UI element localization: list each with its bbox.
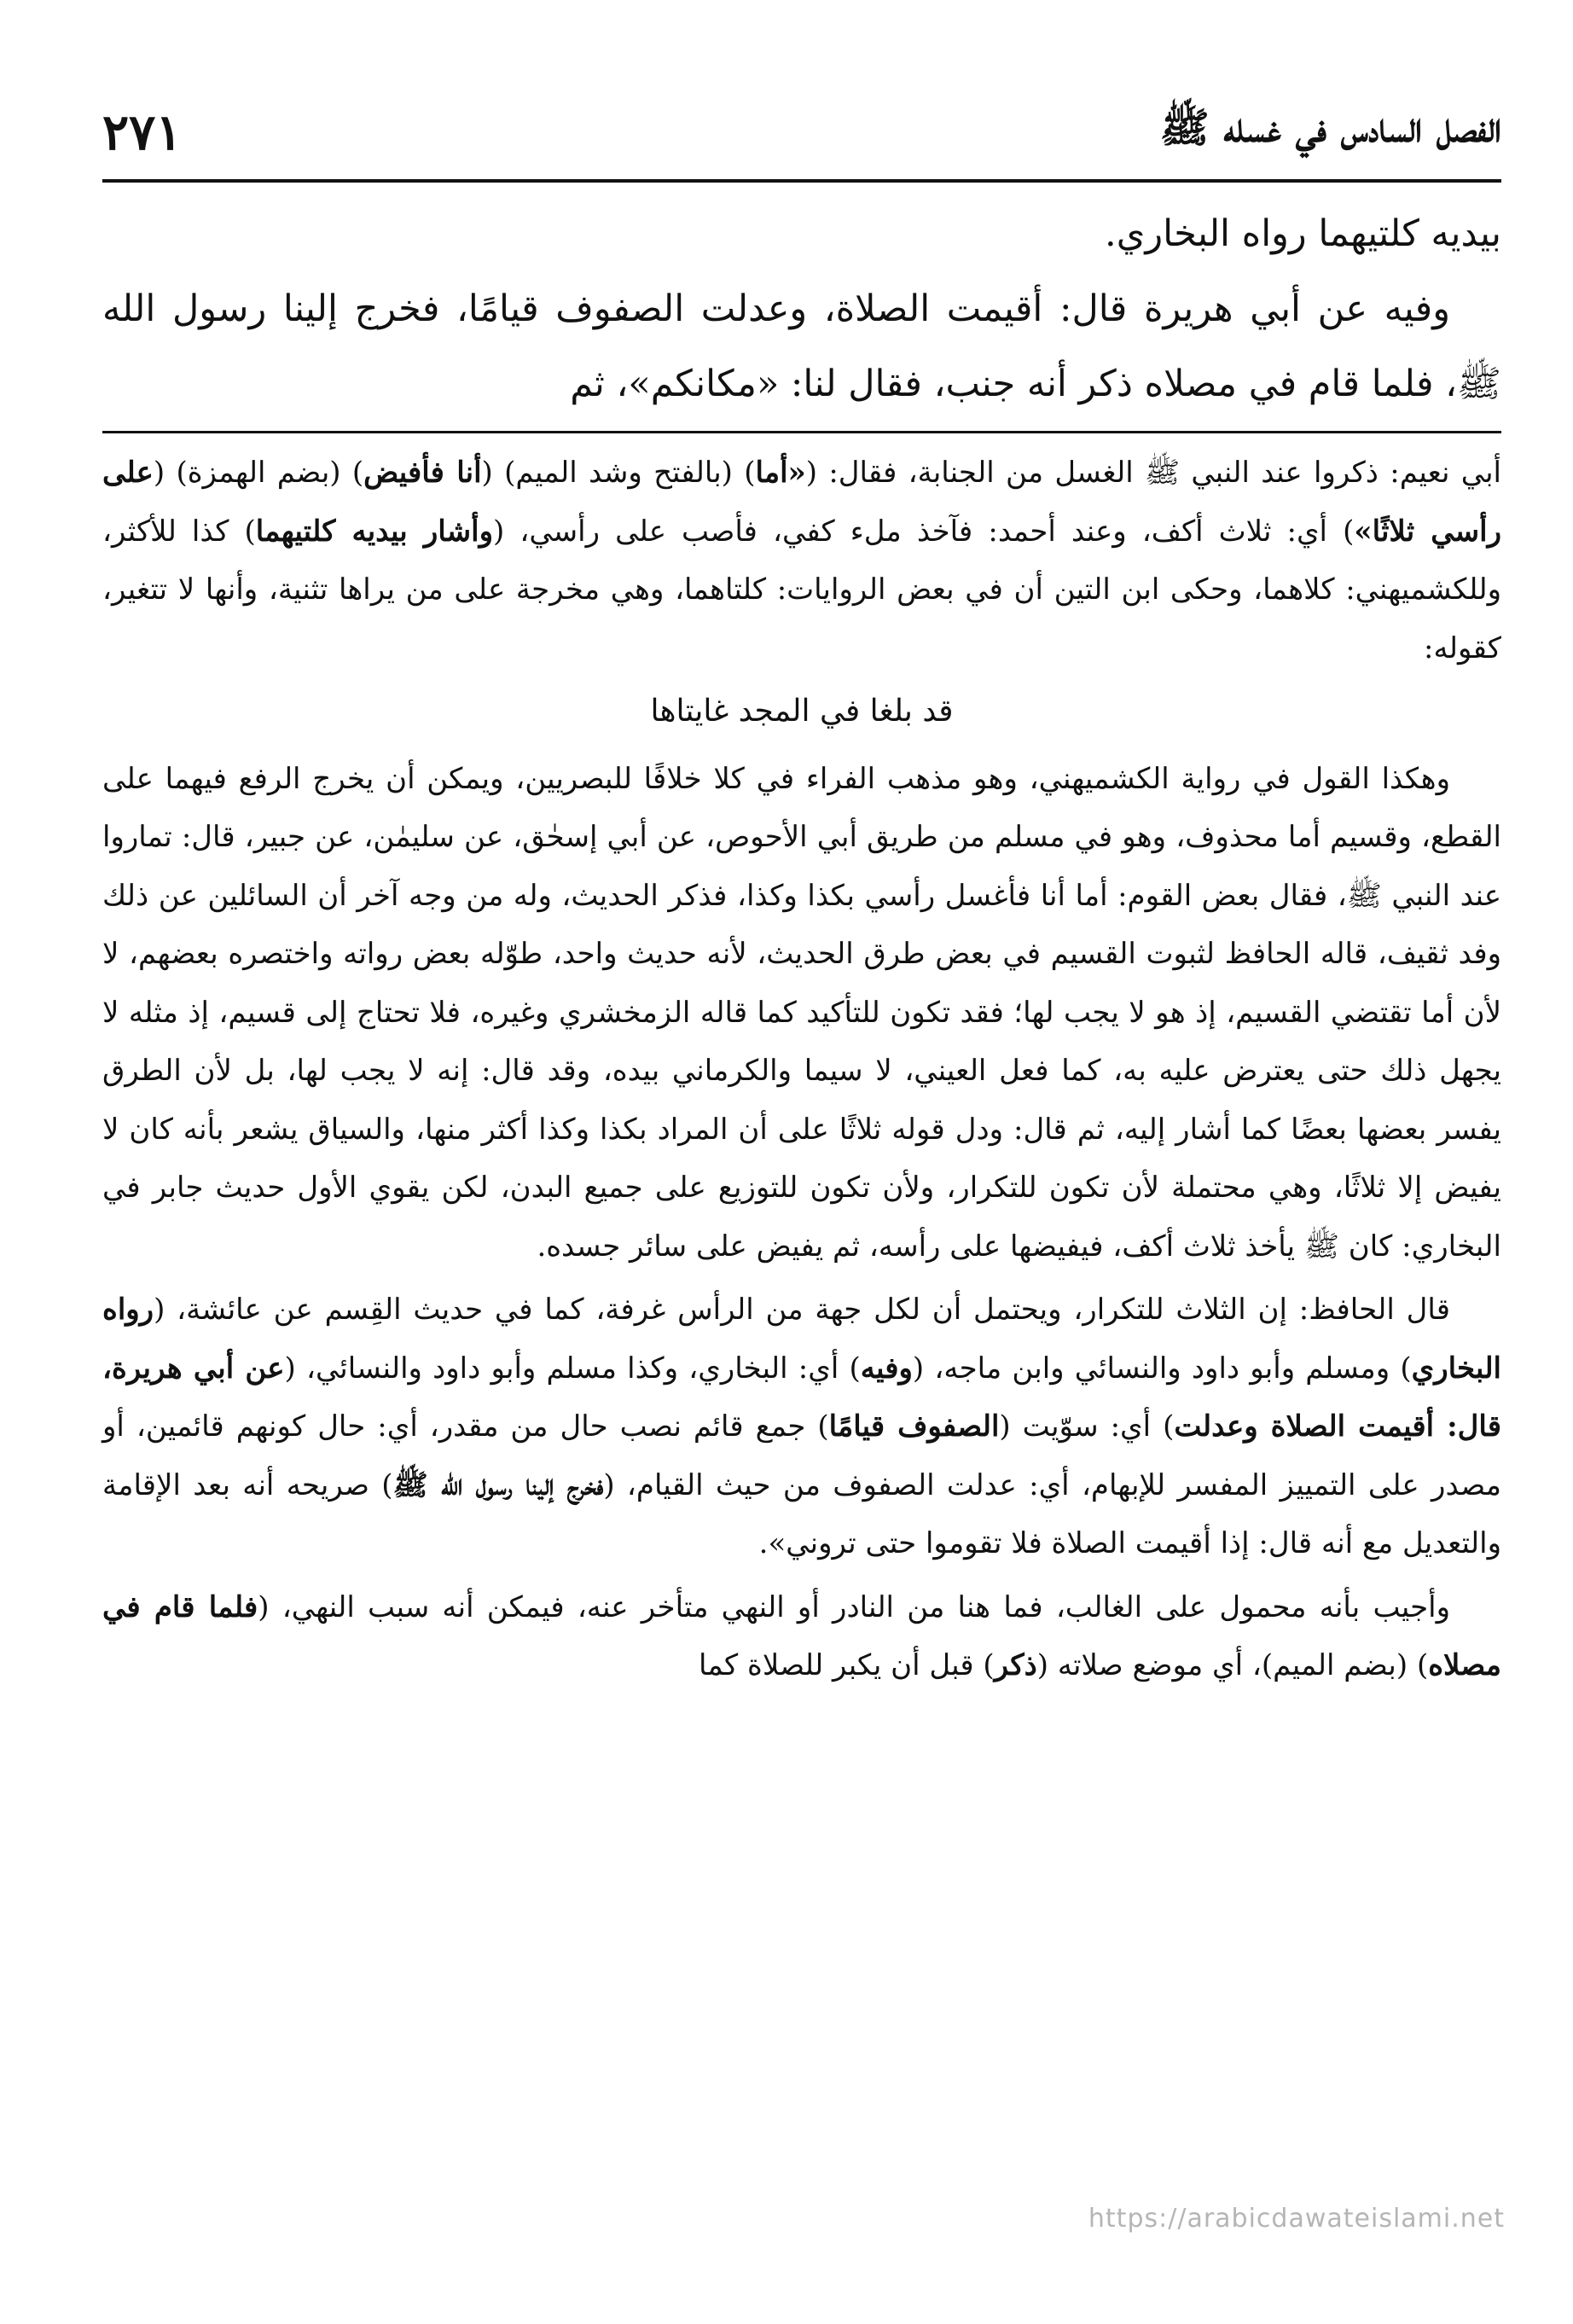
- commentary-text: وأجيب بأنه محمول على الغالب، فما هنا من النادر أو النهي متأخر عنه، فيمكن أنه سبب النهي، (: [258, 1589, 1451, 1624]
- quoted-hadith-text: الصفوف قيامًا: [828, 1409, 1000, 1444]
- book-page: [102, 68, 1501, 2286]
- commentary-text: ) صريحه أنه بعد الإقامة والتعديل مع أنه قال: إذا أقيمت الصلاة فلا تقوموا حتى تروني».: [102, 1467, 1501, 1560]
- commentary-text: ) (بضم الهمزة) (: [153, 456, 364, 490]
- commentary-text: ) (بالفتح وشد الميم) (: [481, 456, 756, 490]
- page-header: [102, 85, 1501, 179]
- commentary-text: قال الحافظ: إن الثلاث للتكرار، ويحتمل أن لكل جهة من الرأس غرفة، كما في حديث القِسم عن عائشة، (: [154, 1293, 1450, 1327]
- quoted-hadith-text: وأشار بيديه كلتيهما: [255, 514, 493, 549]
- commentary-text: ) ومسلم وأبو داود والنسائي وابن ماجه، (: [912, 1351, 1412, 1386]
- quoted-hadith-text: عن أبي هريرة، قال: أقيمت الصلاة وعدلت: [102, 1351, 1501, 1444]
- poetry-verse: قد بلغا في المجد غايتاها: [650, 694, 954, 729]
- main-text: [102, 196, 1501, 421]
- quoted-hadith-text: رواه البخاري: [102, 1293, 1501, 1386]
- quoted-hadith-text: ذكر: [994, 1648, 1037, 1682]
- quoted-hadith-text: على رأسي ثلاثًا»: [102, 456, 1501, 549]
- commentary-text: أبي نعيم: ذكروا عند النبي ﷺ الغسل من الجنابة، فقال: (: [805, 456, 1501, 490]
- commentary-text: وهكذا القول في رواية الكشميهني، وهو مذهب الفراء في كلا خلافًا للبصريين، ويمكن أن يخرج الرفع فيهما على القطع، وقسيم أما محذوف، وهو في مسلم من طريق أبي الأحوص، عن أبي إسحٰق، عن سليمٰن، عن جبير، قال: تماروا عند النبي ﷺ، فقال بعض القوم: أما أنا فأغسل رأسي بكذا وكذا، فذكر الحديث، وله من وجه آخر أن السائلين عن ذلك وفد ثقيف، قاله الحافظ لثبوت القسيم في بعض طرق الحديث، لأنه حديث واحد، طوّله بعض رواته واختصره بعضهم، لا لأن أما تقتضي القسيم، إذ هو لا يجب لها؛ فقد تكون للتأكيد كما قاله الزمخشري وغيره، فلا تحتاج إلى قسيم، إذ مثله لا يجهل ذلك حتى يعترض عليه به، كما فعل العيني، لا سيما والكرماني بيده، وقد قال: إنه لا يجب لها، بل لأن الطرق يفسر بعضها بعضًا كما أشار إليه، ثم قال: ودل قوله ثلاثًا على أن المراد بكذا وكذا أكثر منها، والسياق يشعر بأنه كان لا يفيض إلا ثلاثًا، وهي محتملة لأن تكون للتكرار، ولأن تكون للتوزيع على جميع البدن، لكن يقوي الأول حديث جابر في البخاري: كان ﷺ يأخذ ثلاث أكف، فيفيضها على رأسه، ثم يفيض على سائر جسده.: [102, 761, 1501, 1264]
- commentary-text: ) كذا للأكثر، وللكشميهني: كلاهما، وحكى ابن التين أن في بعض الروايات: كلتاهما، وهي مخرجة على من يراها تثنية، وأنها لا تتغير، كقوله:: [102, 514, 1501, 665]
- quoted-hadith-text: فلما قام في مصلاه: [102, 1589, 1501, 1682]
- quoted-hadith-text: «أما: [755, 456, 806, 490]
- header-divider: [102, 179, 1501, 183]
- main-text-paragraph: وفيه عن أبي هريرة قال: أقيمت الصلاة، وعدلت الصفوف قيامًا، فخرج إلينا رسول الله ﷺ، فلما قام في مصلاه ذكر أنه جنب، فقال لنا: «مكانكم»، ثم: [102, 288, 1501, 405]
- commentary-text: ) أي: البخاري، وكذا مسلم وأبو داود والنسائي، (: [284, 1351, 861, 1386]
- commentary-paragraph: [102, 1281, 1501, 1573]
- main-text-line: بيديه كلتيهما رواه البخاري.: [1105, 212, 1501, 255]
- quoted-hadith-text: وفيه: [860, 1351, 913, 1386]
- commentary-paragraph: [102, 750, 1501, 1276]
- commentary-paragraph: [102, 1578, 1501, 1695]
- commentary-divider: [102, 431, 1501, 433]
- commentary-text: ) جمع قائم نصب حال من مقدر، أي: حال كونهم قائمين، أو مصدر على التمييز المفسر للإبهام، أي: عدلت الصفوف من حيث القيام، (: [102, 1409, 1501, 1502]
- watermark: https://arabicdawateislami.net: [1088, 2204, 1505, 2234]
- commentary-section: [102, 444, 1501, 1695]
- commentary-paragraph: [102, 444, 1501, 677]
- commentary-text: ) أي: ثلاث أكف، وعند أحمد: فآخذ ملء كفي، فأصب على رأسي، (: [493, 514, 1355, 549]
- quoted-hadith-text: فخرج إلينا رسول الله ﷺ: [392, 1467, 604, 1502]
- quoted-hadith-text: أنا فأفيض: [363, 456, 482, 490]
- commentary-text: ) قبل أن يكبر للصلاة كما: [699, 1648, 995, 1682]
- commentary-text: ) (بضم الميم)، أي موضع صلاته (: [1036, 1648, 1429, 1682]
- page-number: ٢٧١: [102, 103, 183, 161]
- chapter-title: الفصل السادس في غسله ﷺ: [1159, 103, 1501, 152]
- commentary-text: ) أي: سوّيت (: [999, 1409, 1175, 1444]
